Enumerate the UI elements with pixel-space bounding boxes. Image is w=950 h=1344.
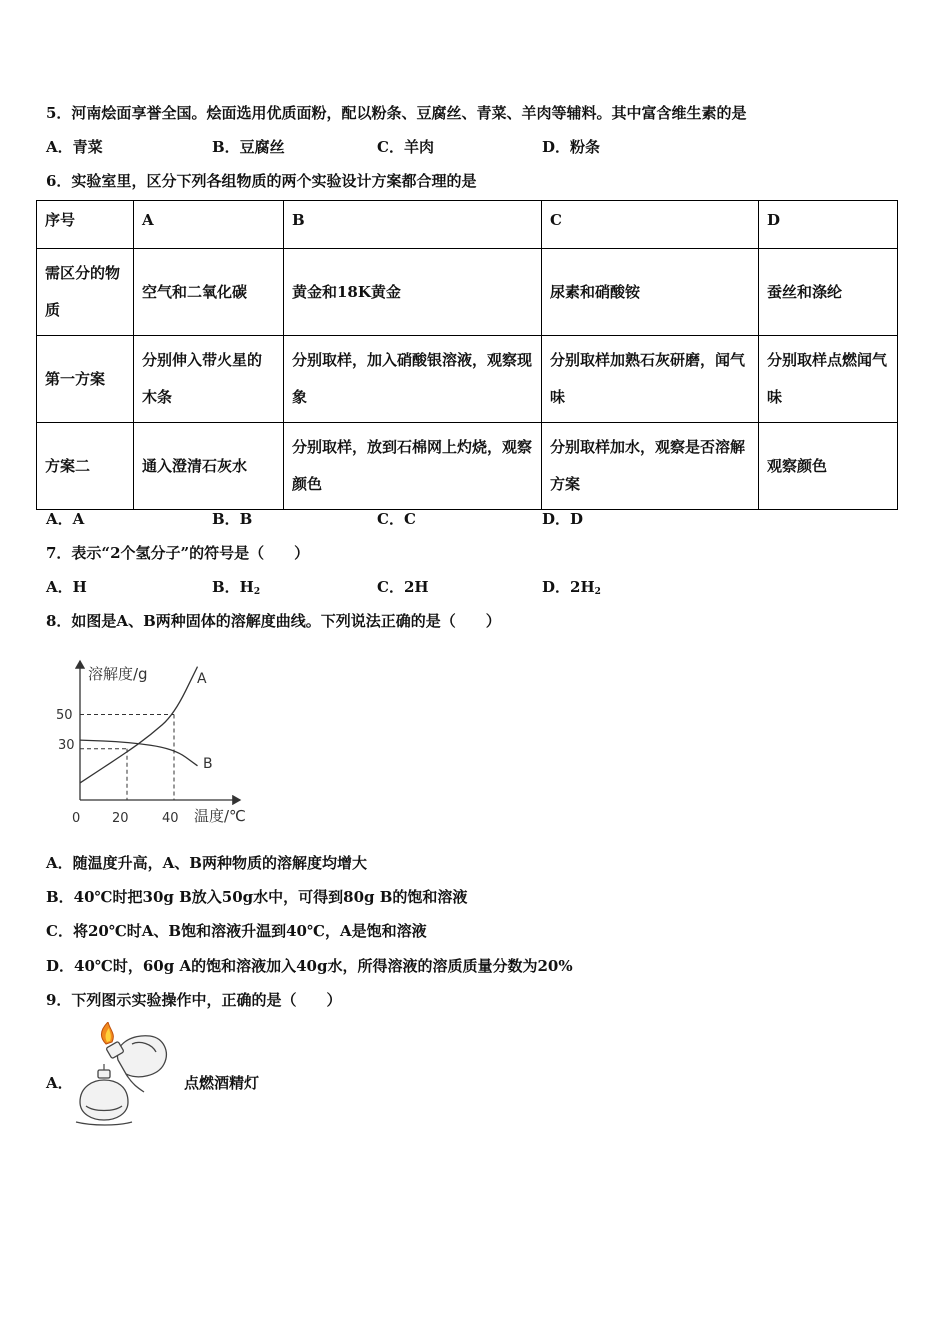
series-b-label: B <box>203 756 213 772</box>
q6-option-d: D．D <box>542 510 584 528</box>
q9-stem: 9．下列图示实验操作中，正确的是（ ） <box>46 991 342 1009</box>
table-cell: 方案二 <box>37 423 134 510</box>
q7-option-d <box>542 576 601 597</box>
table-cell: 蚕丝和涤纶 <box>759 249 898 336</box>
table-cell: 分别取样点燃闻气味 <box>759 336 898 423</box>
x-tick-label: 40 <box>162 811 179 826</box>
standing-lamp-icon <box>76 1064 132 1125</box>
q8-option-d: D．40℃时，60g A的饱和溶液加入40g水，所得溶液的溶质质量分数为20% <box>46 957 573 975</box>
table-header-row <box>37 201 898 249</box>
q6-option-b: B．B <box>212 510 253 528</box>
q8-option-b: B．40℃时把30g B放入50g水中，可得到80g B的饱和溶液 <box>46 888 468 906</box>
q5-option-c: C．羊肉 <box>377 138 434 156</box>
series-a-label: A <box>197 671 207 687</box>
y-axis-label: 溶解度/g <box>88 665 148 683</box>
q5-option-d: D．粉条 <box>542 138 601 156</box>
table-cell: C <box>542 201 759 249</box>
q7-option-d-text: D．2H <box>542 578 595 596</box>
table-cell: D <box>759 201 898 249</box>
q8-option-c: C．将20℃时A、B饱和溶液升温到40℃，A是饱和溶液 <box>46 922 427 940</box>
table-cell: 分别取样，放到石棉网上灼烧，观察颜色 <box>284 423 542 510</box>
table-cell: B <box>284 201 542 249</box>
table-row <box>37 423 898 510</box>
q9-option-a-letter: A． <box>46 1074 73 1092</box>
q7-option-d-subscript: 2 <box>594 587 601 597</box>
table-cell: 第一方案 <box>37 336 134 423</box>
q7-option-b <box>212 576 260 597</box>
x-tick-label: 20 <box>112 811 129 826</box>
y-tick-label: 50 <box>56 708 73 723</box>
table-cell: 需区分的物质 <box>37 249 134 336</box>
table-cell: 空气和二氧化碳 <box>134 249 284 336</box>
q7-stem: 7．表示“2个氢分子”的符号是（ ） <box>46 544 310 562</box>
table-cell: 尿素和硝酸铵 <box>542 249 759 336</box>
table-cell: A <box>134 201 284 249</box>
q7-option-b-subscript: 2 <box>253 587 261 597</box>
table-cell: 黄金和18K黄金 <box>284 249 542 336</box>
y-tick-label: 30 <box>58 738 75 753</box>
x-tick-label: 0 <box>72 811 81 826</box>
q6-option-a: A．A <box>46 510 85 528</box>
series-a-curve <box>80 667 198 783</box>
q6-table <box>36 200 898 510</box>
q6-option-c: C．C <box>377 510 416 528</box>
table-cell: 观察颜色 <box>759 423 898 510</box>
q7-option-b-text: B．H <box>212 578 254 596</box>
table-row <box>37 336 898 423</box>
solubility-chart <box>50 655 250 830</box>
q6-stem: 6．实验室里，区分下列各组物质的两个实验设计方案都合理的是 <box>46 172 477 190</box>
q7-option-c: C．2H <box>377 578 429 596</box>
table-cell: 分别取样加熟石灰研磨，闻气味 <box>542 336 759 423</box>
q8-option-a: A．随温度升高，A、B两种物质的溶解度均增大 <box>46 854 367 872</box>
table-cell: 分别取样加水，观察是否溶解方案 <box>542 423 759 510</box>
table-cell: 分别伸入带火星的木条 <box>134 336 284 423</box>
table-cell: 分别取样，加入硝酸银溶液，观察现象 <box>284 336 542 423</box>
q5-stem: 5．河南烩面享誉全国。烩面选用优质面粉，配以粉条、豆腐丝、青菜、羊肉等辅料。其中富含维生素的是 <box>46 104 747 122</box>
table-cell: 通入澄清石灰水 <box>134 423 284 510</box>
flame-icon <box>102 1022 114 1044</box>
q8-stem: 8．如图是A、B两种固体的溶解度曲线。下列说法正确的是（ ） <box>46 612 501 630</box>
x-axis-label: 温度/℃ <box>194 807 246 825</box>
series-b-curve <box>80 740 198 766</box>
q7-option-a: A．H <box>46 578 87 596</box>
alcohol-lamp-illustration <box>72 1022 172 1127</box>
table-cell: 序号 <box>37 201 134 249</box>
q5-option-b: B．豆腐丝 <box>212 138 285 156</box>
table-row <box>37 249 898 336</box>
q5-option-a: A．青菜 <box>46 138 103 156</box>
q9-option-a-caption: 点燃酒精灯 <box>184 1074 260 1092</box>
